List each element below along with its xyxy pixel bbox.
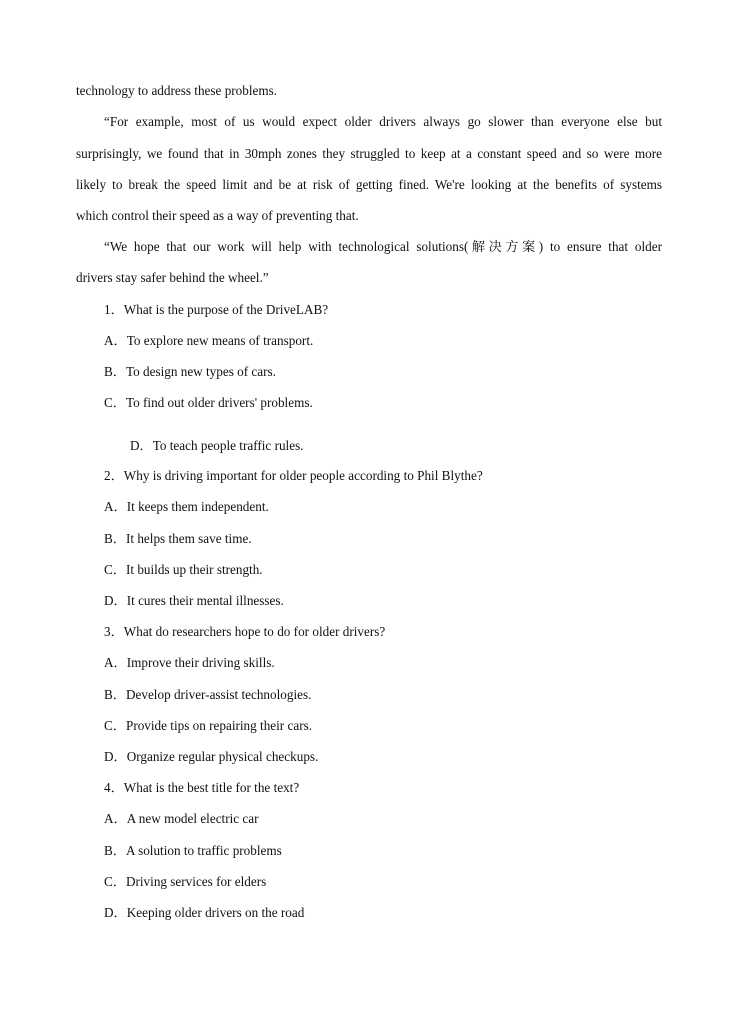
- passage-line: surprisingly, we found that in 30mph zones they struggled to keep at a constant speed and so were more: [76, 146, 662, 161]
- option-a: A．Improve their driving skills.: [104, 655, 275, 670]
- option-b: B．To design new types of cars.: [104, 364, 276, 379]
- option-b: B．A solution to traffic problems: [104, 843, 282, 858]
- passage-line: which control their speed as a way of preventing that.: [76, 208, 359, 223]
- option-a: A．It keeps them independent.: [104, 499, 269, 514]
- question-stem: 1．What is the purpose of the DriveLAB?: [104, 302, 329, 317]
- passage-line: “For example, most of us would expect older drivers always go slower than everyone else but: [104, 114, 662, 129]
- option-c: C．It builds up their strength.: [104, 562, 263, 577]
- passage-line: likely to break the speed limit and be at risk of getting fined. We're looking at the benefits of systems: [76, 177, 662, 192]
- option-d: D．Organize regular physical checkups.: [104, 749, 319, 764]
- option-c: C．Provide tips on repairing their cars.: [104, 718, 313, 733]
- option-d: D．To teach people traffic rules.: [130, 438, 304, 453]
- question-stem: 3．What do researchers hope to do for older drivers?: [104, 624, 386, 639]
- option-b: B．It helps them save time.: [104, 531, 252, 546]
- option-b: B．Develop driver-assist technologies.: [104, 687, 312, 702]
- question-stem: 2．Why is driving important for older people according to Phil Blythe?: [104, 468, 483, 483]
- option-a: A．To explore new means of transport.: [104, 333, 314, 348]
- passage-line: technology to address these problems.: [76, 83, 278, 98]
- option-d: D．Keeping older drivers on the road: [104, 905, 305, 920]
- passage-line: “We hope that our work will help with technological solutions(解决方案) to ensure that older: [104, 239, 662, 254]
- option-d: D．It cures their mental illnesses.: [104, 593, 284, 608]
- question-stem: 4．What is the best title for the text?: [104, 780, 300, 795]
- option-c: C．To find out older drivers' problems.: [104, 395, 313, 410]
- option-a: A．A new model electric car: [104, 811, 259, 826]
- option-c: C．Driving services for elders: [104, 874, 267, 889]
- passage-line: drivers stay safer behind the wheel.”: [76, 270, 269, 285]
